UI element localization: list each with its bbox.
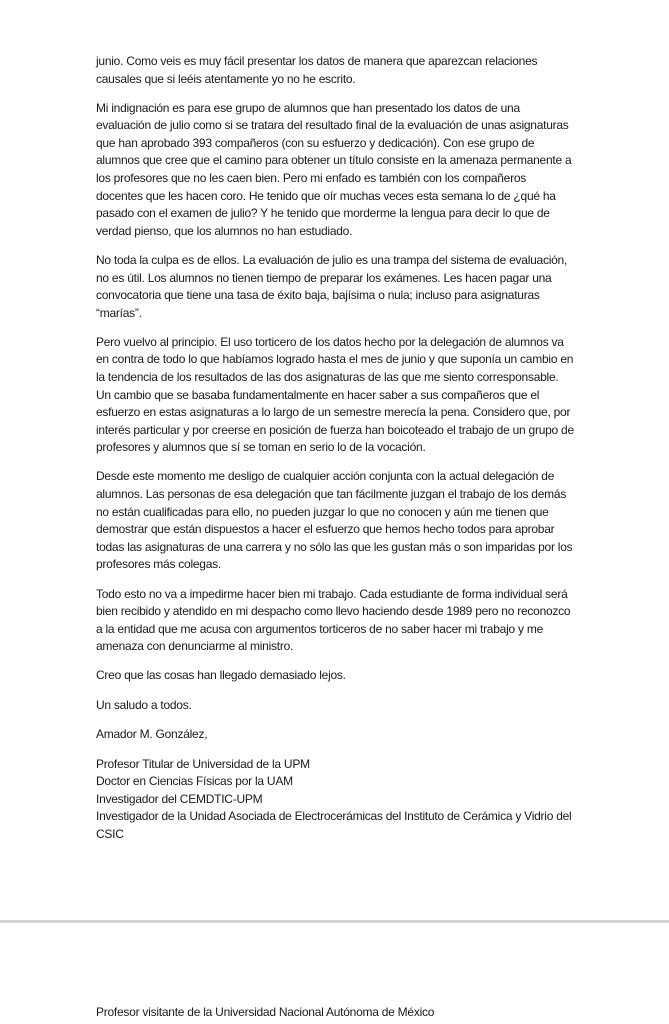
page-break-divider bbox=[0, 920, 669, 923]
signer-titles bbox=[96, 756, 574, 844]
signer-name: Amador M. González, bbox=[96, 727, 208, 742]
letter-body bbox=[96, 53, 574, 844]
greeting: Un saludo a todos. bbox=[96, 697, 192, 712]
next-page-first-line: Profesor visitante de la Universidad Nacional Autónoma de México bbox=[96, 1005, 435, 1019]
paragraph-trabajo: Todo esto no va a impedirme hacer bien mi trabajo. Cada estudiante de forma individual será bien recibido y atendido en mi despacho como llevo haciendo desde 1989 pero no reconozco a la entidad que me acusa con argumentos torticeros de no saber hacer mi trabajo y me amenaza con denunciarme al ministro. bbox=[96, 586, 571, 654]
signer-title-line: Profesor Titular de Universidad de la UPM bbox=[96, 756, 310, 771]
paragraph-principio: Pero vuelvo al principio. El uso torticero de los datos hecho por la delegación de alumnos va en contra de todo lo que habíamos logrado hasta el mes de junio y que suponía un cambio en la tendencia de los resultados de las dos asignaturas de las que me siento corresponsable. Un cambio que se basaba fundamentalmente en hacer saber a sus compañeros que el esfuerzo en estas asignaturas a lo largo de un semestre merecía la pena. Considero que, por interés particular y por creerse en posición de fuerza han boicoteado el trabajo de un grupo de profesores y alumnos que sí se toman en serio lo de la vocación. bbox=[96, 334, 574, 455]
paragraph-indignacion: Mi indignación es para ese grupo de alumnos que han presentado los datos de una evaluación de julio como si se tratara del resultado final de la evaluación de unas asignaturas que han aprobado 393 compañeros (con su esfuerzo y dedicación). Con ese grupo de alumnos que cree que el camino para obtener un título consiste en la amenaza permanente a los profesores que no les caen bien. Pero mi enfado es también con los compañeros docentes que les hacen coro. He tenido que oír muchas veces esta semana lo de ¿qué ha pasado con el examen de julio? Y he tenido que morderme la lengua para decir lo que de verdad pienso, que los alumnos no han estudiado. bbox=[96, 100, 572, 238]
paragraph-culpa: No toda la culpa es de ellos. La evaluación de julio es una trampa del sistema de evaluación, no es útil. Los alumnos no tienen tiempo de preparar los exámenes. Les hacen pagar una convocatoria que tiene una tasa de éxito baja, bajísima o nula; incluso para asignaturas “marías”. bbox=[96, 252, 568, 320]
paragraph-desligo: Desde este momento me desligo de cualquier acción conjunta con la actual delegación de alumnos. Las personas de esa delegación que tan fácilmente juzgan el trabajo de los demás no están cualificadas para ello, no pueden juzgar lo que no conocen y aún me tienen que demostrar que están dispuestos a hacer el esfuerzo que hemos hecho todos para aprobar todas las asignaturas de una carrera y no sólo las que les gustan más o son imparidas por los profesores más colegas. bbox=[96, 469, 573, 572]
paragraph-lejos: Creo que las cosas han llegado demasiado lejos. bbox=[96, 668, 346, 683]
signer-title-line: Doctor en Ciencias Físicas por la UAM bbox=[96, 774, 293, 789]
signer-title-line: Investigador del CEMDTIC-UPM bbox=[96, 791, 263, 806]
paragraph-continuation-junio: junio. Como veis es muy fácil presentar los datos de manera que aparezcan relaciones causales que si leéis atentamente yo no he escrito. bbox=[96, 54, 538, 86]
signer-title-line: Investigador de la Unidad Asociada de Electrocerámicas del Instituto de Cerámica y Vidrio del CSIC bbox=[96, 809, 572, 842]
